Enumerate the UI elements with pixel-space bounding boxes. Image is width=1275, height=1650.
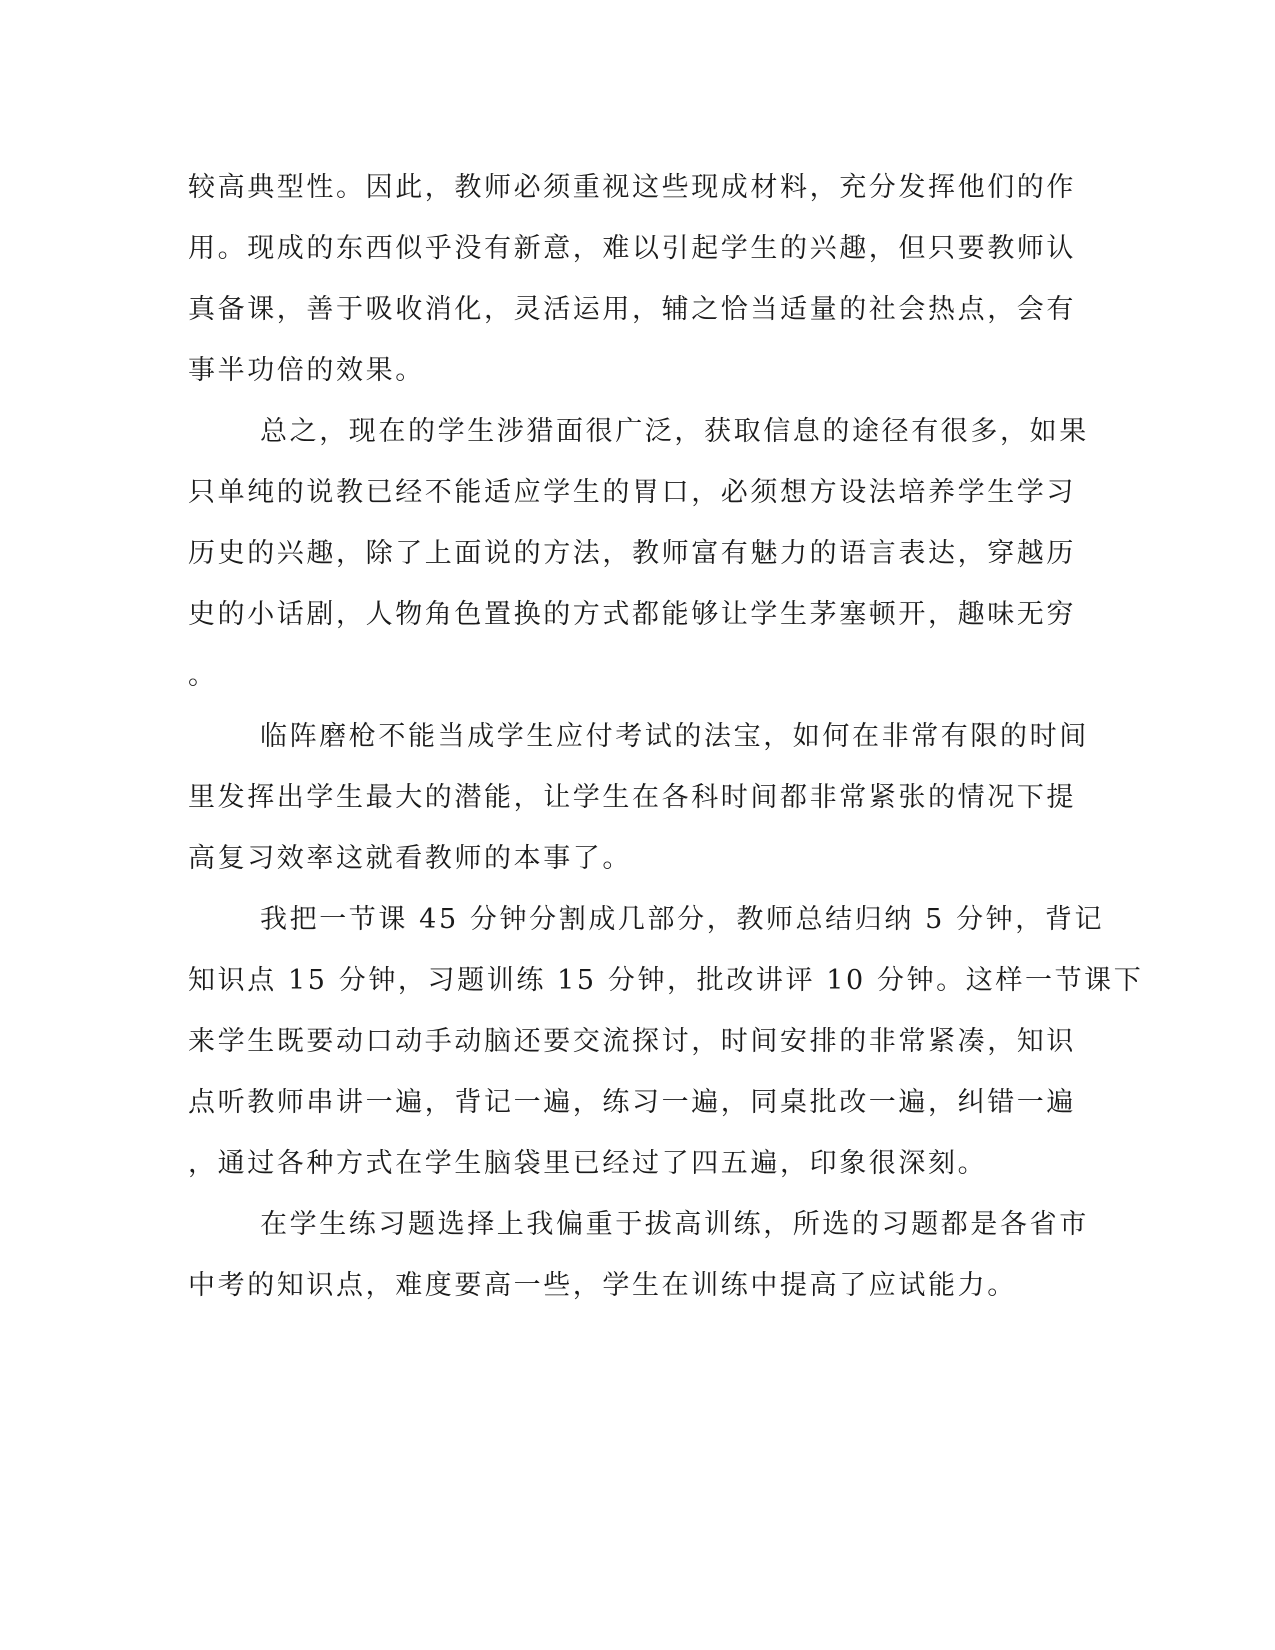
text-line: 来学生既要动口动手动脑还要交流探讨，时间安排的非常紧凑，知识	[188, 1026, 1076, 1057]
text-line: 总之，现在的学生涉猎面很广泛，获取信息的途径有很多，如果	[260, 416, 1089, 447]
text-line: 用。现成的东西似乎没有新意，难以引起学生的兴趣，但只要教师认	[188, 233, 1076, 264]
paragraph-5	[188, 1194, 1089, 1316]
text-line: 我把一节课 45 分钟分割成几部分，教师总结归纳 5 分钟，背记	[260, 904, 1105, 935]
text-line: 事半功倍的效果。	[188, 355, 425, 386]
text-line: 只单纯的说教已经不能适应学生的胃口，必须想方设法培养学生学习	[188, 477, 1076, 508]
paragraph-2	[188, 401, 1089, 706]
text-line: 中考的知识点，难度要高一些，学生在训练中提高了应试能力。	[188, 1270, 1017, 1301]
paragraph-4	[188, 889, 1144, 1194]
text-line: 里发挥出学生最大的潜能，让学生在各科时间都非常紧张的情况下提	[188, 782, 1076, 813]
text-line: 历史的兴趣，除了上面说的方法，教师富有魅力的语言表达，穿越历	[188, 538, 1076, 569]
text-line: 真备课，善于吸收消化，灵活运用，辅之恰当适量的社会热点，会有	[188, 294, 1076, 325]
text-line: 。	[188, 660, 218, 691]
text-line: 在学生练习题选择上我偏重于拔高训练，所选的习题都是各省市	[260, 1209, 1089, 1240]
paragraph-3	[188, 706, 1089, 889]
text-line: 点听教师串讲一遍，背记一遍，练习一遍，同桌批改一遍，纠错一遍	[188, 1087, 1076, 1118]
body-text	[188, 157, 1144, 1316]
paragraph-1	[188, 157, 1078, 401]
text-line: 知识点 15 分钟，习题训练 15 分钟，批改讲评 10 分钟。这样一节课下	[188, 965, 1144, 996]
text-line: 高复习效率这就看教师的本事了。	[188, 843, 632, 874]
text-line: 史的小话剧，人物角色置换的方式都能够让学生茅塞顿开，趣味无穷	[188, 599, 1076, 630]
text-line: 较高典型性。因此，教师必须重视这些现成材料，充分发挥他们的作	[188, 172, 1076, 203]
text-line: 临阵磨枪不能当成学生应付考试的法宝，如何在非常有限的时间	[260, 721, 1089, 752]
text-line: ，通过各种方式在学生脑袋里已经过了四五遍，印象很深刻。	[188, 1148, 988, 1179]
